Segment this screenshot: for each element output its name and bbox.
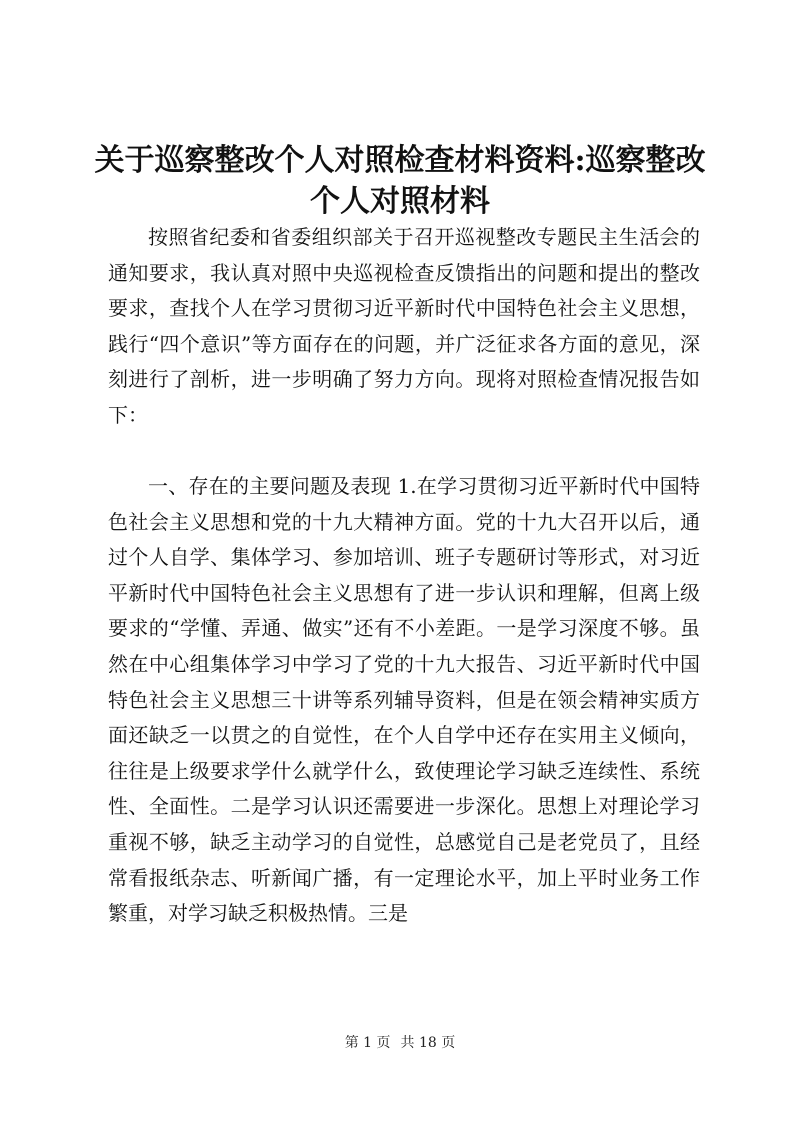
total-pages: 共 18 页 xyxy=(400,1035,456,1051)
document-body xyxy=(108,220,700,934)
document-title: 关于巡察整改个人对照检查材料资料:巡察整改个人对照材料 xyxy=(94,143,706,219)
page-footer xyxy=(0,1034,800,1052)
page-number: 第 1 页 xyxy=(344,1035,391,1051)
body-paragraph-2: 一、存在的主要问题及表现 1.在学习贯彻习近平新时代中国特色社会主义思想和党的十九大精神方面。党的十九大召开以后，通过个人自学、集体学习、参加培训、班子专题研讨等形式，对习近平新时代中国特色社会主义思想有了进一步认识和理解，但离上级要求的“学懂、弄通、做实”还有不小差距。一是学习深度不够。虽然在中心组集体学习中学习了党的十九大报告、习近平新时代中国特色社会主义思想三十讲等系列辅导资料，但是在领会精神实质方面还缺乏一以贯之的自觉性，在个人自学中还存在实用主义倾向，往往是上级要求学什么就学什么，致使理论学习缺乏连续性、系统性、全面性。二是学习认识还需要进一步深化。思想上对理论学习重视不够，缺乏主动学习的自觉性，总感觉自己是老党员了，且经常看报纸杂志、听新闻广播，有一定理论水平，加上平时业务工作繁重，对学习缺乏积极热情。三是 xyxy=(108,474,700,926)
body-paragraph-1: 按照省纪委和省委组织部关于召开巡视整改专题民主生活会的通知要求，我认真对照中央巡视检查反馈指出的问题和提出的整改要求，查找个人在学习贯彻习近平新时代中国特色社会主义思想，践行“四个意识”等方面存在的问题，并广泛征求各方面的意见，深刻进行了剖析，进一步明确了努力方向。现将对照检查情况报告如下： xyxy=(108,225,700,427)
